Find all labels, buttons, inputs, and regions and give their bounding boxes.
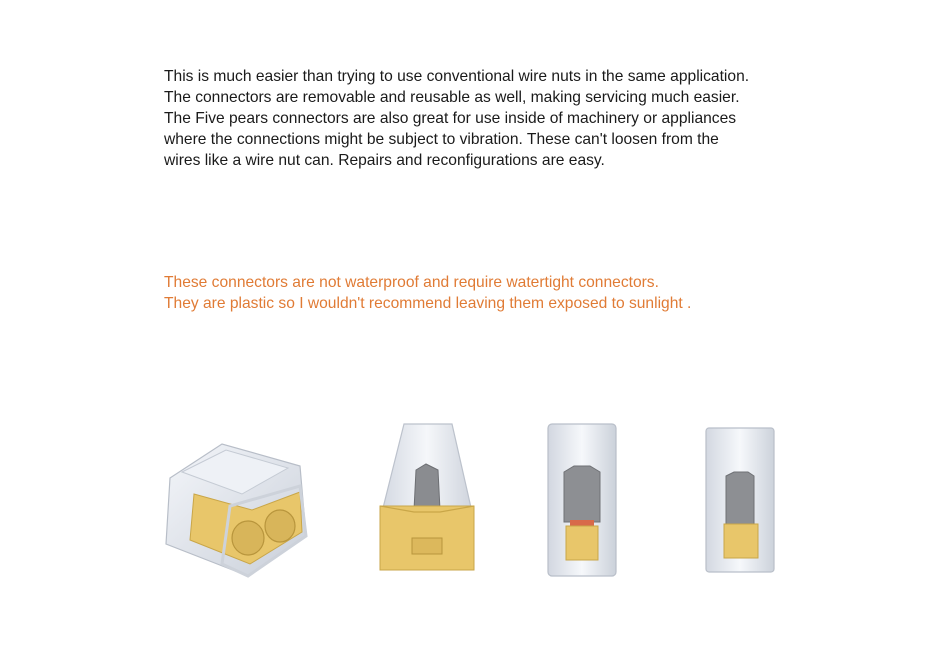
description-line: wires like a wire nut can. Repairs and reconfigurations are easy.: [164, 152, 605, 169]
description-line: where the connections might be subject to vibration. These can't loosen from the: [164, 131, 719, 148]
connector-photo-angled: [160, 436, 310, 582]
connector-photo-rear: [702, 424, 778, 576]
warning-line: They are plastic so I wouldn't recommend leaving them exposed to sunlight .: [164, 295, 692, 312]
connector-front-illustration: [544, 420, 620, 580]
connector-photo-front: [544, 420, 620, 580]
description-line: This is much easier than trying to use conventional wire nuts in the same application.: [164, 68, 750, 85]
connector-rear-illustration: [702, 424, 778, 576]
connector-side-illustration: [376, 420, 478, 576]
description-line: The Five pears connectors are also great for use inside of machinery or appliances: [164, 110, 737, 127]
description-paragraph: [164, 66, 749, 171]
description-line: The connectors are removable and reusable as well, making servicing much easier.: [164, 89, 740, 106]
connector-angled-illustration: [160, 436, 310, 582]
warning-paragraph: [164, 272, 691, 314]
warning-line: These connectors are not waterproof and require watertight connectors.: [164, 274, 659, 291]
connector-photo-side: [376, 420, 478, 576]
